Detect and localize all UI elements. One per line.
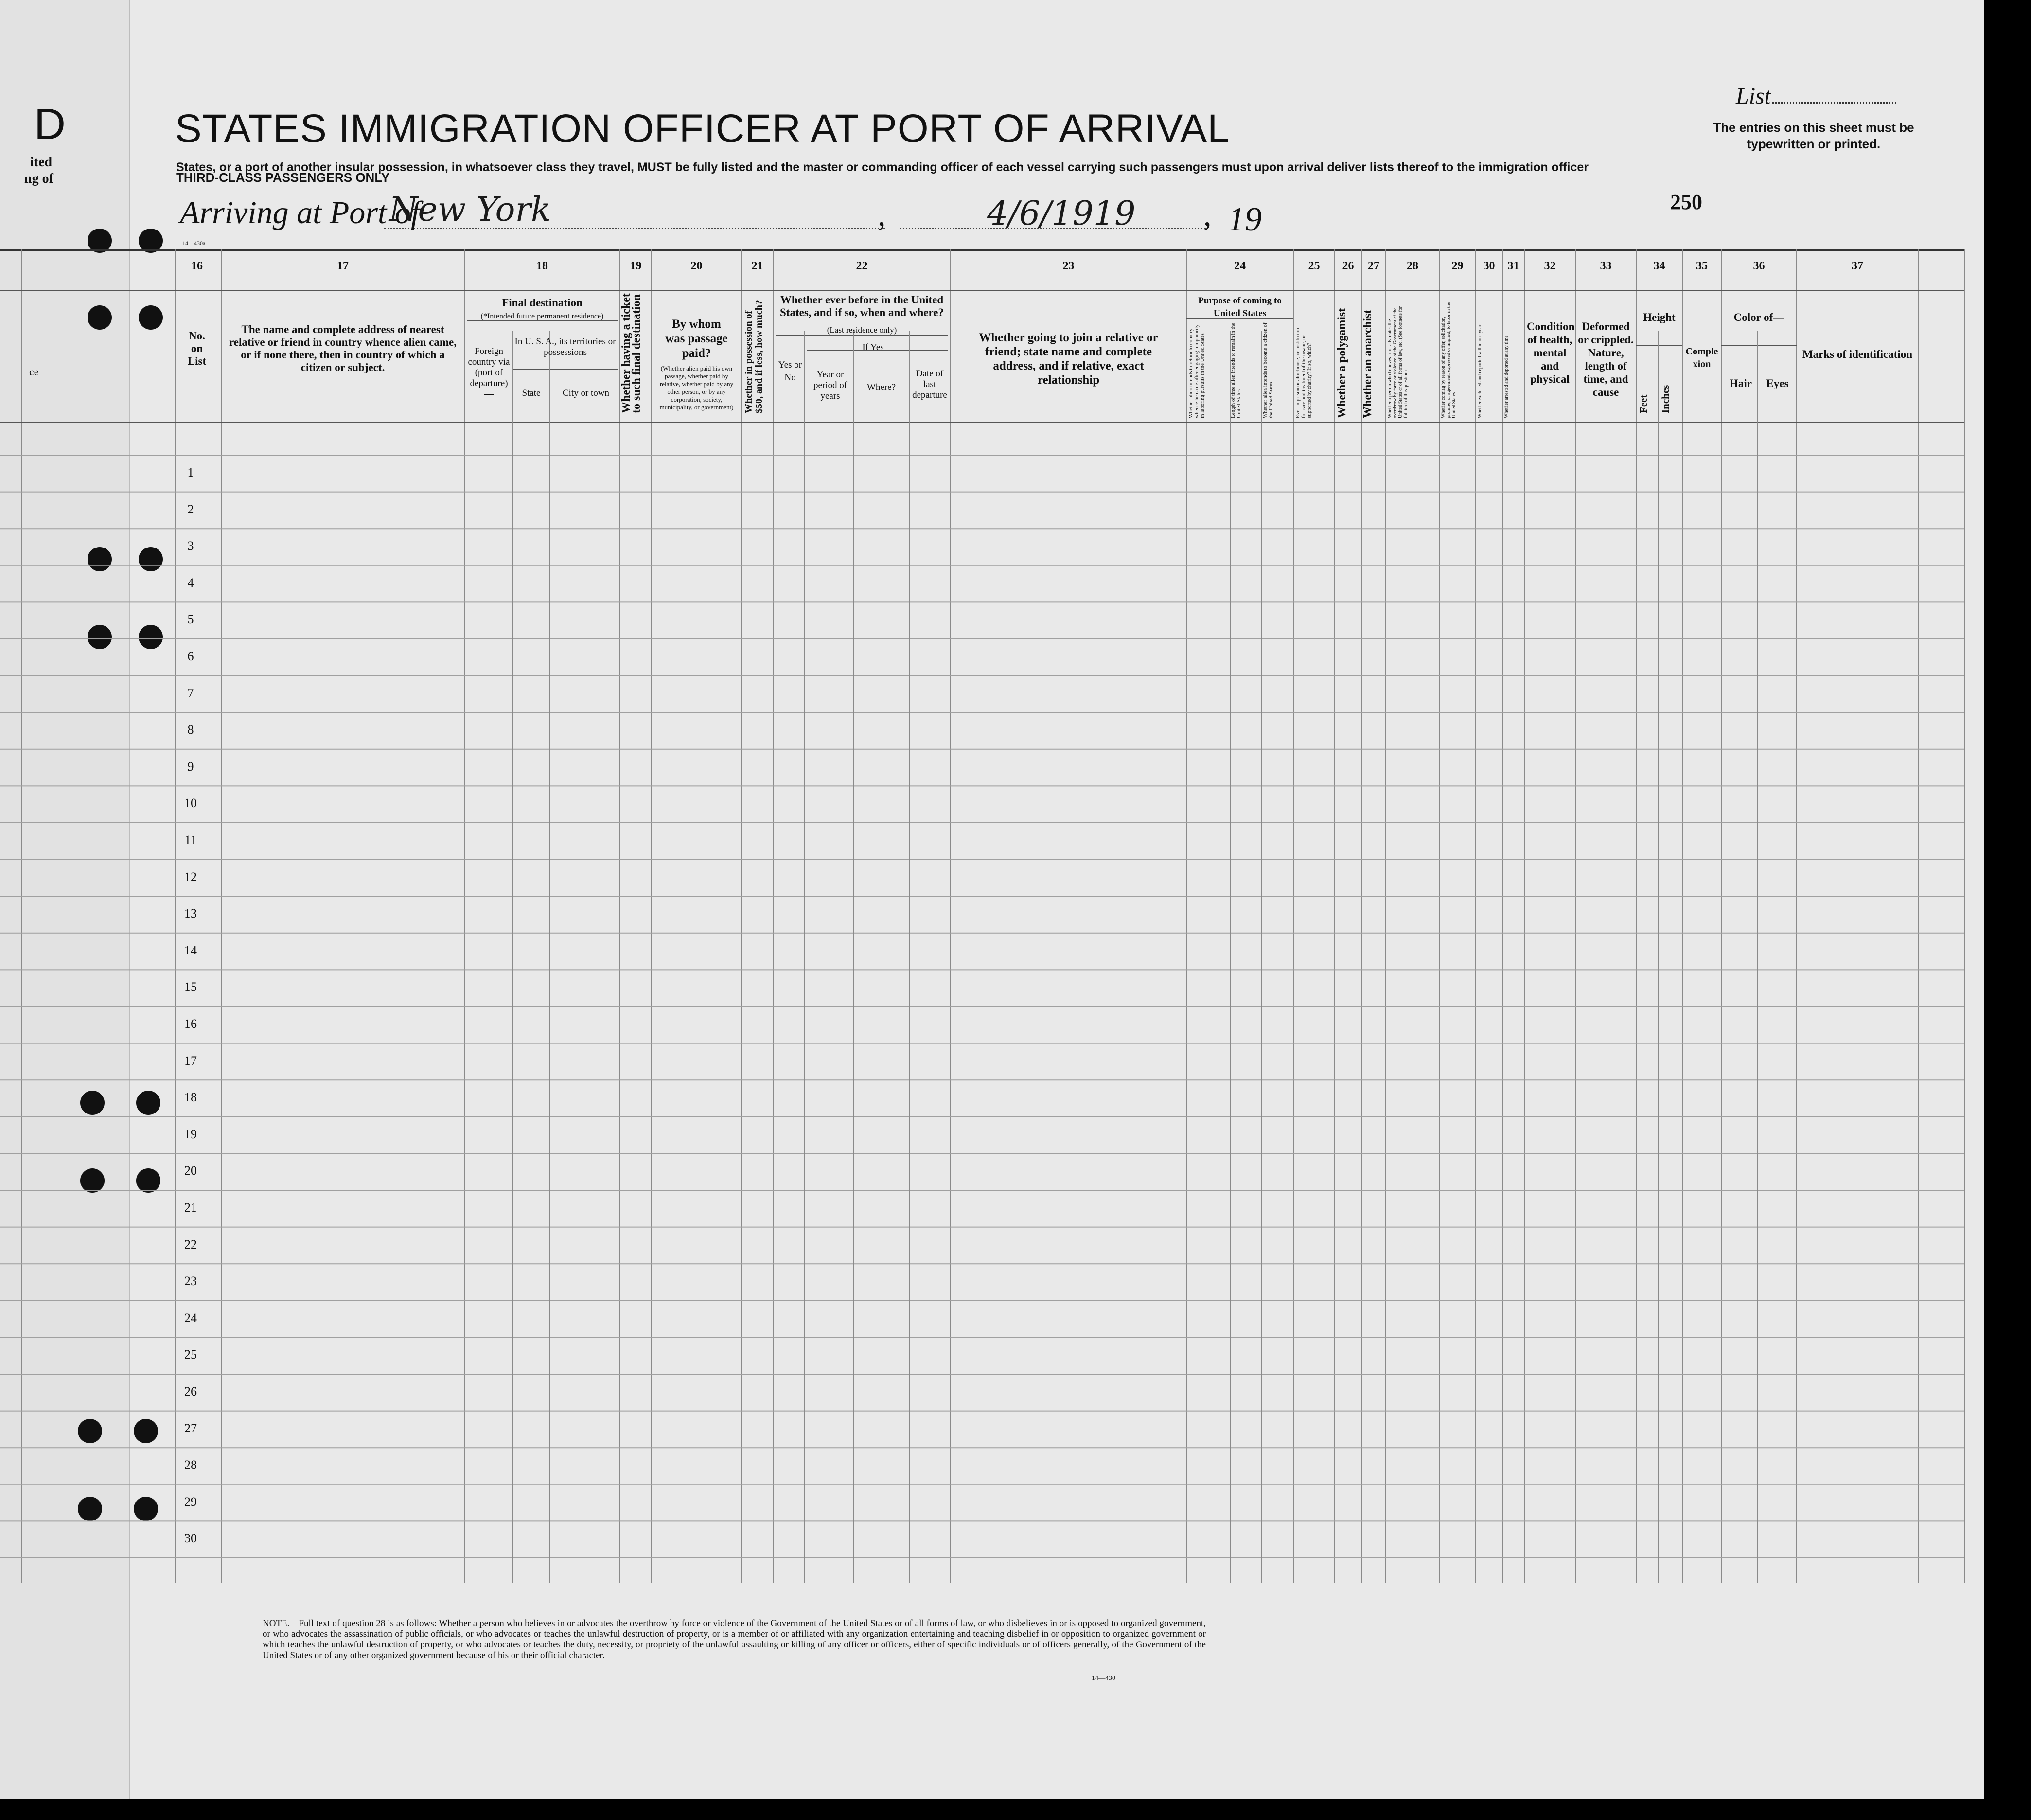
header-c33: Deformed or crippled. Nature, length of time, and cause bbox=[1578, 320, 1634, 398]
row-number: 24 bbox=[184, 1310, 197, 1325]
column-number-29: 29 bbox=[1451, 260, 1464, 272]
left-fragment: ng of bbox=[24, 171, 53, 186]
column-number-36: 36 bbox=[1753, 260, 1765, 272]
header-c22-where: Where? bbox=[866, 382, 896, 392]
column-number-24: 24 bbox=[1234, 260, 1246, 272]
header-c24-b: Length of time alien intends to remain in the United States bbox=[1230, 322, 1242, 418]
left-fragment: ited bbox=[30, 155, 53, 170]
date-handwritten: 4/6/1919 bbox=[987, 194, 1136, 233]
row-number: 26 bbox=[184, 1384, 197, 1398]
column-number-17: 17 bbox=[337, 260, 349, 272]
column-number-35: 35 bbox=[1696, 260, 1708, 272]
row-number: 8 bbox=[187, 723, 194, 737]
form-fragment: 14—430a bbox=[182, 240, 206, 247]
header-c16: No. on List bbox=[187, 330, 207, 367]
column-number-21: 21 bbox=[751, 260, 763, 272]
row-number: 14 bbox=[184, 943, 197, 957]
column-number-23: 23 bbox=[1062, 260, 1075, 272]
row-number: 25 bbox=[184, 1347, 197, 1362]
row-number: 9 bbox=[187, 759, 194, 774]
header-c25: Ever in prison or almshouse, or institution for care and treatment of the insane, or supported by charity? If so, which? bbox=[1295, 328, 1312, 418]
arriving-label: Arriving at Port of bbox=[180, 195, 420, 230]
column-number-22: 22 bbox=[856, 260, 868, 272]
column-number-32: 32 bbox=[1544, 260, 1556, 272]
row-number: 15 bbox=[184, 980, 197, 994]
left-fragment: D bbox=[34, 100, 66, 149]
header-c36-hair: Hair bbox=[1730, 377, 1752, 389]
row-number: 22 bbox=[184, 1237, 197, 1252]
header-c31: Whether arrested and deported at any time bbox=[1504, 336, 1509, 418]
header-c21: Whether in possession of $50, and if less, how much? bbox=[743, 300, 764, 413]
header-c26: Whether a polygamist bbox=[1336, 308, 1348, 418]
header-c20-title: By whom was passage paid? bbox=[665, 318, 728, 360]
header-c22-ifyes: If Yes— bbox=[862, 342, 893, 353]
header-c19: Whether having a ticket to such final destination bbox=[620, 293, 643, 413]
row-number: 6 bbox=[187, 649, 194, 663]
column-number-25: 25 bbox=[1308, 260, 1320, 272]
header-c20-sub: (Whether alien paid his own passage, whether paid by relative, whether paid by any other person, or by any corporation, society, municipality, or government) bbox=[659, 365, 734, 411]
column-number-18: 18 bbox=[536, 260, 548, 272]
row-number: 18 bbox=[184, 1090, 197, 1105]
column-number-31: 31 bbox=[1507, 260, 1519, 272]
row-number: 3 bbox=[187, 539, 194, 553]
row-number: 13 bbox=[184, 906, 197, 921]
row-number: 23 bbox=[184, 1274, 197, 1289]
header-c37: Marks of identification bbox=[1802, 348, 1913, 360]
column-number-16: 16 bbox=[191, 260, 203, 272]
passenger-class-line: THIRD-CLASS PASSENGERS ONLY bbox=[176, 170, 390, 185]
header-c24-c: Whether alien intends to become a citizen of the United States bbox=[1262, 322, 1274, 418]
footnote: NOTE.—Full text of question 28 is as follows: Whether a person who believes in or advocates the overthrow by force or violence of the Government of the United States or of all forms of law, or who disbelieves in or is opposed to organized government, or who advocates the assassination of public officials, or who advocates or teaches the unlawful destruction of property, or is a member of or affiliated with any organization entertaining and teaching disbelief in or opposition to organized government or which teaches the unlawful destruction of property, or who advocates or teaches the duty, necessity, or propriety of the unlawful assaulting or killing of any officer or officers, either of specific individuals or of officers generally, of the Government of the United States or of any other organized government because of his or their official character. bbox=[263, 1618, 1206, 1661]
header-c34-feet: Feet bbox=[1638, 394, 1649, 413]
list-number: 250 bbox=[1670, 190, 1702, 214]
row-number: 10 bbox=[184, 796, 197, 811]
row-number: 20 bbox=[184, 1164, 197, 1178]
header-c22-yesno: Yes or No bbox=[778, 360, 802, 383]
column-number-33: 33 bbox=[1600, 260, 1612, 272]
row-number: 1 bbox=[187, 465, 194, 479]
header-c36-title: Color of— bbox=[1733, 311, 1784, 323]
left-fragment: ce bbox=[29, 366, 39, 378]
header-c34-title: Height bbox=[1643, 311, 1676, 323]
comma: , bbox=[1203, 197, 1212, 233]
header-c29: Whether coming by reason of any offer, solicitation, promise, or agreement, expressed or implied, to labor in the United States bbox=[1441, 302, 1457, 418]
column-number-20: 20 bbox=[690, 260, 703, 272]
header-c22-sub: (Last residence only) bbox=[827, 325, 897, 335]
row-number: 7 bbox=[187, 686, 194, 700]
header-c18-usa: In U. S. A., its territories or possessions bbox=[514, 336, 616, 357]
header-c18-city: City or town bbox=[562, 388, 610, 398]
header-c18-foreign: Foreign country via (port of departure)— bbox=[468, 346, 510, 399]
header-c22-year: Year or period of years bbox=[813, 370, 848, 401]
form-number: 14—430 bbox=[1092, 1675, 1115, 1682]
header-c24-a: Whether alien intends to return to country whence he came after engaging temporarily in laboring pursuits in the United States bbox=[1188, 324, 1205, 418]
header-c17: The name and complete address of nearest relative or friend in country whence alien came, or if none there, then in country of which a citizen or subject. bbox=[229, 323, 457, 373]
header-c23: Whether going to join a relative or friend; state name and complete address, and if relative, exact relationship bbox=[979, 331, 1158, 387]
column-number-37: 37 bbox=[1852, 260, 1863, 272]
subtitle-line: States, or a port of another insular possession, in whatsoever class they travel, MUST be fully listed and the master or commanding officer of each vessel carrying such passengers must upon arrival deliver lists thereof to the immigration officer bbox=[176, 160, 1589, 174]
page-title: STATES IMMIGRATION OFFICER AT PORT OF ARRIVAL bbox=[175, 106, 1230, 151]
column-number-27: 27 bbox=[1368, 260, 1379, 272]
row-number: 12 bbox=[184, 869, 197, 884]
list-label: List bbox=[1736, 83, 1771, 109]
column-number-19: 19 bbox=[630, 260, 642, 272]
header-c24-title: Purpose of coming to United States bbox=[1198, 296, 1282, 318]
row-number: 4 bbox=[187, 575, 194, 590]
header-c32: Condition of health, mental and physical bbox=[1527, 320, 1575, 385]
row-number: 27 bbox=[184, 1421, 197, 1435]
header-c36-eyes: Eyes bbox=[1766, 377, 1789, 389]
row-number: 21 bbox=[184, 1201, 197, 1215]
row-number: 28 bbox=[184, 1458, 197, 1472]
header-c30: Whether excluded and deported within one year bbox=[1477, 324, 1483, 418]
column-number-28: 28 bbox=[1407, 260, 1418, 272]
row-number: 2 bbox=[187, 502, 194, 516]
row-number: 17 bbox=[184, 1053, 197, 1068]
header-c28: Whether a person who believes in or advocates the overthrow by force or violence of the Government of the United States or of all forms of law, etc. (See footnote for full text of this question) bbox=[1387, 306, 1409, 418]
port-handwritten: New York bbox=[389, 191, 551, 229]
header-c22-title: Whether ever before in the United States, and if so, when and where? bbox=[780, 294, 944, 318]
header-c34-inches: Inches bbox=[1660, 385, 1671, 413]
header-c35: Complexion bbox=[1685, 346, 1718, 370]
row-number: 16 bbox=[184, 1017, 197, 1031]
typewritten-note: The entries on this sheet must be typewritten or printed. bbox=[1713, 120, 1914, 151]
header-c18-sub: (*Intended future permanent residence) bbox=[480, 312, 604, 320]
year-prefix: 19 bbox=[1228, 201, 1262, 238]
header-c18-title: Final destination bbox=[502, 297, 583, 309]
row-number: 19 bbox=[184, 1127, 197, 1141]
column-number-34: 34 bbox=[1653, 260, 1665, 272]
header-c22-date: Date of last departure bbox=[912, 369, 947, 400]
row-number: 11 bbox=[184, 833, 197, 847]
header-c18-state: State bbox=[522, 388, 541, 398]
column-number-26: 26 bbox=[1342, 260, 1354, 272]
column-number-30: 30 bbox=[1483, 260, 1495, 272]
comma: , bbox=[878, 197, 886, 233]
row-number: 29 bbox=[184, 1494, 197, 1509]
row-number: 30 bbox=[184, 1531, 197, 1546]
header-c27: Whether an anarchist bbox=[1361, 309, 1374, 418]
row-number: 5 bbox=[187, 612, 194, 627]
